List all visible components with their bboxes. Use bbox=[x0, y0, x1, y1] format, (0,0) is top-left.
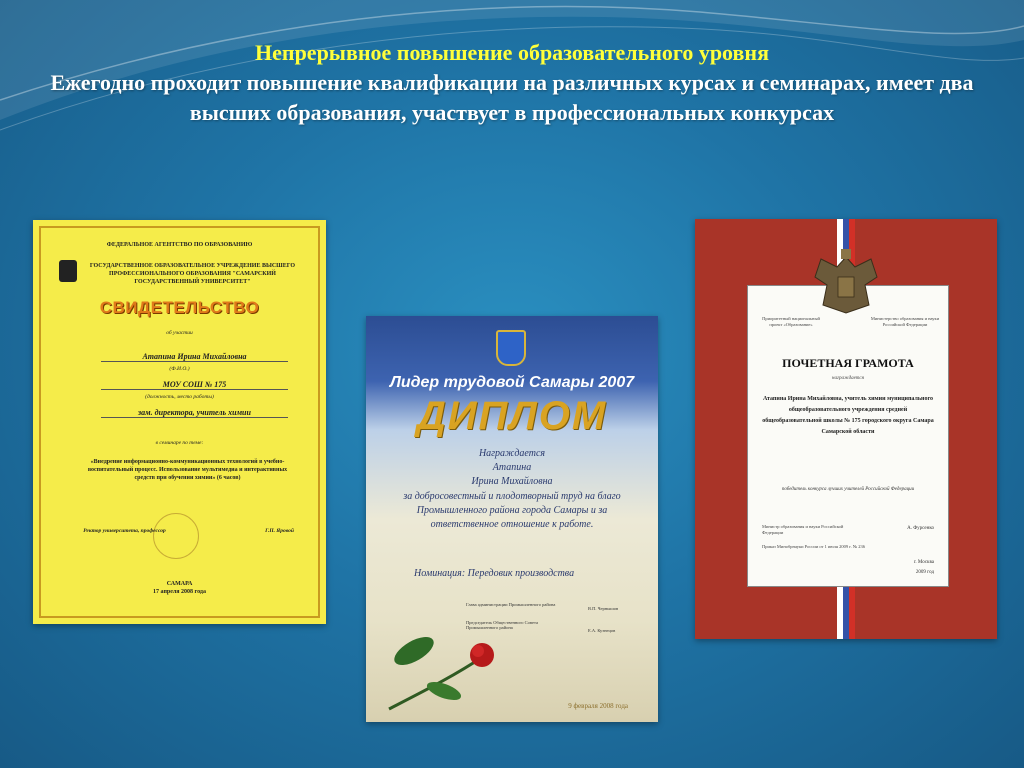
cert3-order: Приказ Минобрнауки России от 1 июля 2009 г. № 236 bbox=[762, 544, 866, 549]
cert1-rector-name: Г.П. Яровой bbox=[265, 528, 294, 534]
cert1-name-hint: (Ф.И.О.) bbox=[169, 366, 190, 372]
cert1-workplace-hint: (должность, место работы) bbox=[145, 394, 214, 400]
samara-coat-of-arms-icon bbox=[496, 330, 526, 366]
cert3-title: ПОЧЕТНАЯ ГРАМОТА bbox=[782, 356, 914, 370]
certificate-diploma bbox=[366, 316, 658, 722]
cert2-nomination bbox=[414, 568, 658, 579]
double-headed-eagle-icon bbox=[805, 249, 887, 317]
cert1-workplace: МОУ СОШ № 175 bbox=[101, 380, 288, 390]
cert1-organization: ГОСУДАРСТВЕННОЕ ОБРАЗОВАТЕЛЬНОЕ УЧРЕЖДЕНИЕ ВЫСШЕГО ПРОФЕССИОНАЛЬНОГО ОБРАЗОВАНИЯ "САМАРСКИЙ ГОСУДАРСТВЕННЫЙ УНИВЕРСИТЕТ" bbox=[89, 263, 296, 285]
cert2-nomination-value: Передовик производства bbox=[467, 568, 575, 579]
cert2-title: ДИПЛОМ bbox=[416, 394, 608, 438]
cert3-left-column: Приоритетный национальный проект «Образование» bbox=[762, 316, 820, 327]
cert1-title: СВИДЕТЕЛЬСТВО bbox=[99, 298, 260, 317]
cert2-sign1-name: В.П. Чернышов bbox=[588, 606, 619, 611]
cert1-seminar: в семинаре по теме: bbox=[155, 440, 204, 446]
cert2-date: 9 февраля 2008 года bbox=[568, 702, 628, 710]
cert3-right-column: Министерство образования и науки Российской Федерации bbox=[870, 316, 940, 327]
cert2-awarded: Награждается bbox=[478, 448, 546, 459]
cert3-year: 2009 год bbox=[915, 570, 934, 575]
university-emblem-icon bbox=[59, 260, 77, 282]
honor-paper bbox=[747, 285, 949, 587]
cert3-winner: победитель конкурса лучших учителей Российской Федерации bbox=[781, 487, 915, 492]
cert2-top-title: Лидер трудовой Самары 2007 bbox=[389, 374, 635, 391]
cert2-reason: за добросовестный и плодотворный труд на благо Промышленного района города Самары и за ответственное отношение к работе. bbox=[403, 491, 621, 530]
cert1-rector: Ректор университета, профессор bbox=[83, 528, 166, 534]
rose-icon bbox=[384, 621, 494, 711]
cert1-name: Атапина Ирина Михайловна bbox=[101, 352, 288, 362]
cert1-agency: ФЕДЕРАЛЬНОЕ АГЕНТСТВО ПО ОБРАЗОВАНИЮ bbox=[106, 242, 253, 248]
cert1-date: 17 апреля 2008 года bbox=[153, 589, 206, 595]
cert2-nomination-label: Номинация: bbox=[414, 568, 466, 579]
certificate-seminar bbox=[33, 220, 326, 624]
cert1-position: зам. директора, учитель химии bbox=[101, 408, 288, 418]
cert3-minister-role: Министр образования и науки Российской Федерации bbox=[762, 524, 844, 535]
cert3-minister-name: А. Фурсенко bbox=[907, 526, 934, 531]
cert2-sign1-role: Глава администрации Промышленного района bbox=[466, 602, 556, 607]
cert2-sign2-role: Председатель Общественного Совета Промышленного района bbox=[466, 620, 538, 630]
cert1-about: об участии bbox=[166, 330, 193, 336]
university-seal-icon bbox=[153, 513, 199, 559]
cert1-topic: «Внедрение информационно-коммуникационных технологий в учебно-воспитательный процесс. Использование мультимедиа и интерактивных средств при обучении химии» (6 часов) bbox=[87, 459, 288, 481]
certificate-frame bbox=[39, 226, 320, 618]
cert3-body: Атапина Ирина Михайловна, учитель химии муниципального общеобразовательного учреждения средней общеобразовательной школы № 175 городского округа Самара Самарской области bbox=[762, 396, 934, 435]
slide-title: Непрерывное повышение образовательного уровня bbox=[255, 40, 769, 65]
cert2-surname: Атапина bbox=[492, 462, 532, 473]
cert2-name: Ирина Михайловна bbox=[471, 476, 553, 487]
cert2-sign2-name: Е.А. Кузнецов bbox=[588, 628, 616, 633]
certificate-honor bbox=[695, 219, 997, 639]
cert3-city: г. Москва bbox=[913, 560, 934, 565]
cert3-award: награждается bbox=[832, 376, 864, 381]
slide-description: Ежегодно проходит повышение квалификации на различных курсах и семинарах, имеет два высших образования, участвует в профессиональных конкурсах bbox=[50, 70, 974, 125]
cert1-city: САМАРА bbox=[166, 581, 193, 587]
cert1-city-date bbox=[41, 580, 318, 596]
slide-heading bbox=[20, 38, 1004, 128]
